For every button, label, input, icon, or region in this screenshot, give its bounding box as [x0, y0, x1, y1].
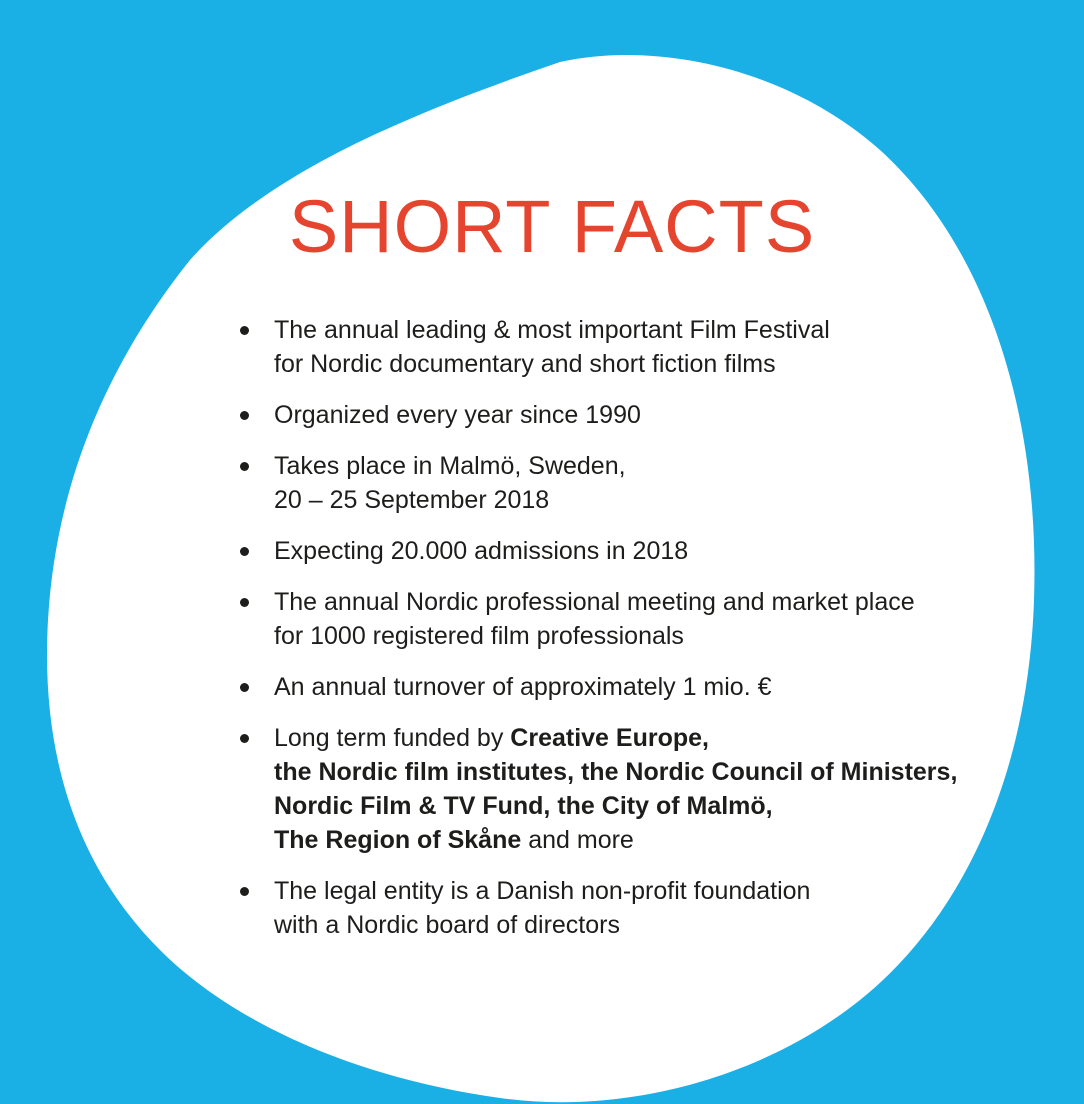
bullet-icon	[240, 411, 249, 420]
bullet-icon	[240, 462, 249, 471]
list-item	[230, 398, 990, 432]
fact-text: with a Nordic board of directors	[274, 911, 620, 939]
fact-text-line	[274, 823, 990, 857]
bullet-icon	[240, 326, 249, 335]
fact-text-line	[274, 721, 990, 755]
fact-text: An annual turnover of approximately 1 mio. €	[274, 673, 772, 701]
fact-text: Long term funded by	[274, 724, 511, 752]
fact-text: Takes place in Malmö, Sweden,	[274, 452, 626, 480]
funder-name: The Region of Skåne	[274, 826, 522, 854]
fact-text: and more	[521, 826, 634, 854]
fact-text: 20 – 25 September 2018	[274, 486, 550, 514]
funder-name: Nordic Film & TV Fund, the City of Malmö,	[274, 792, 773, 820]
list-item	[230, 874, 990, 942]
list-item	[230, 670, 990, 704]
bullet-icon	[240, 547, 249, 556]
bullet-icon	[240, 683, 249, 692]
list-item	[230, 721, 990, 857]
fact-text: for Nordic documentary and short fiction films	[274, 350, 776, 378]
list-item	[230, 449, 990, 517]
bullet-icon	[240, 598, 249, 607]
funder-name: Creative Europe,	[510, 724, 709, 752]
fact-text: The legal entity is a Danish non-profit foundation	[274, 877, 811, 905]
fact-text: for 1000 registered film professionals	[274, 622, 684, 650]
bullet-icon	[240, 734, 249, 743]
page-title: SHORT FACTS	[288, 185, 816, 268]
fact-text: The annual leading & most important Film Festival	[274, 316, 830, 344]
funder-name: the Nordic film institutes, the Nordic Council of Ministers,	[274, 758, 958, 786]
fact-text: Organized every year since 1990	[274, 401, 641, 429]
facts-list	[230, 313, 990, 959]
bullet-icon	[240, 887, 249, 896]
fact-text: Expecting 20.000 admissions in 2018	[274, 537, 689, 565]
list-item	[230, 534, 990, 568]
fact-text: The annual Nordic professional meeting and market place	[274, 588, 915, 616]
list-item	[230, 585, 990, 653]
list-item	[230, 313, 990, 381]
